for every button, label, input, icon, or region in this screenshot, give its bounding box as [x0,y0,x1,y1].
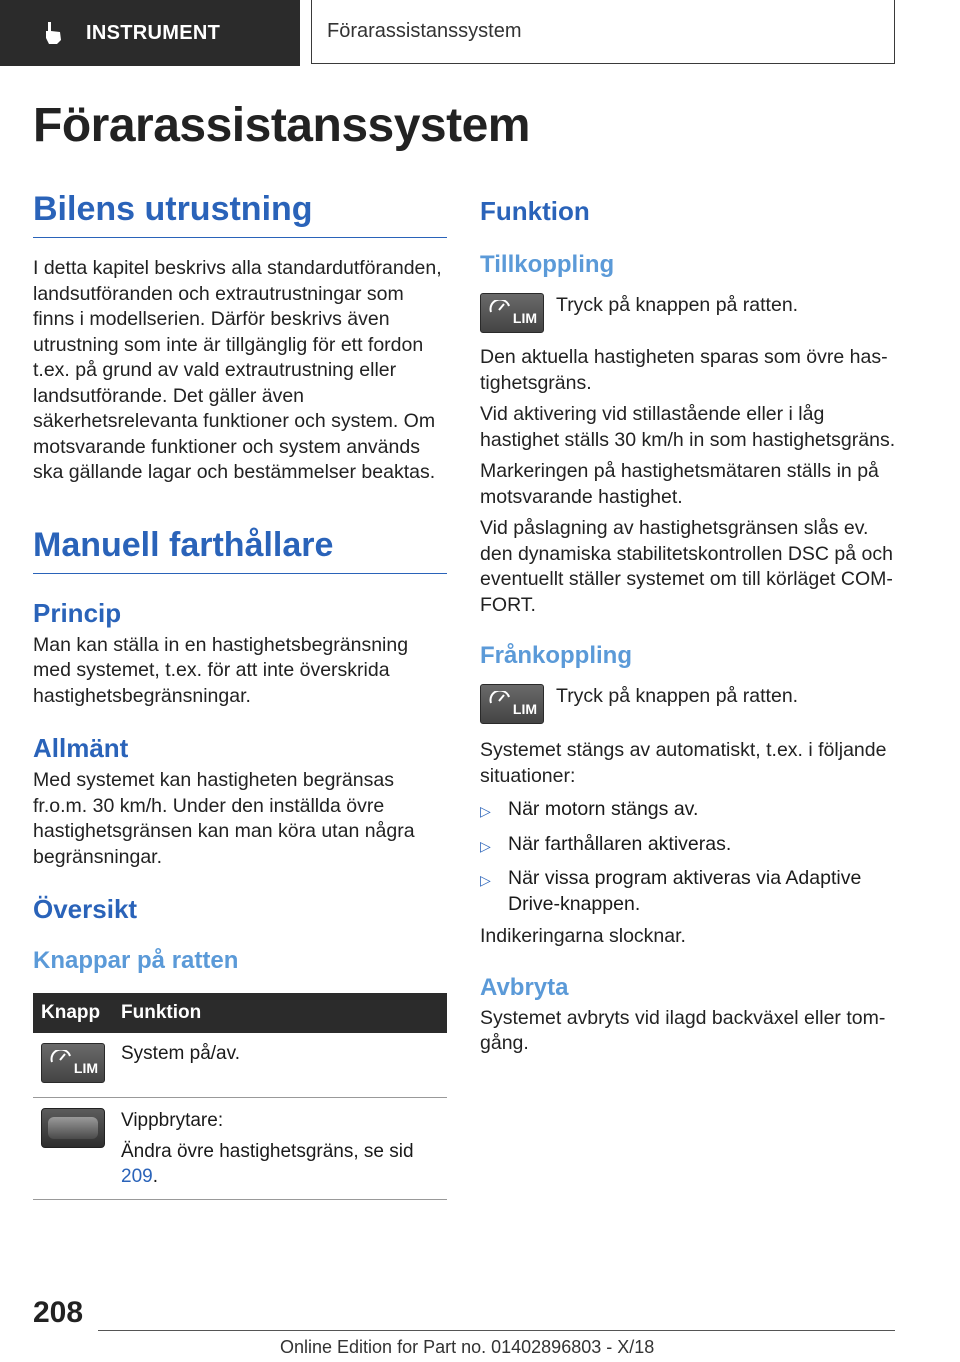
heading-funktion: Funktion [480,196,590,226]
header-chapter-tab [311,0,895,64]
princip-text: Man kan ställa in en hastighetsbegränsning med systemet, t.ex. för att inte överskrida hastighetsbegränsningar. [33,633,409,707]
triangle-bullet-icon: ▷ [480,803,491,819]
page-title: Förarassistanssystem [33,99,530,152]
triangle-bullet-icon: ▷ [480,872,491,888]
list-item: ▷ När vissa program aktiveras via Adaptive Drive-knappen. [480,866,896,917]
para-2: Vid aktivering vid stillastående eller i låg hastighet ställs 30 km/h in som hastighetsgräns. [480,403,896,451]
footer-divider [98,1330,895,1331]
para-7: Systemet avbryts vid ilagd backväxel eller tomgång. [480,1006,886,1054]
situations-list [480,797,896,917]
frankoppling-instruction [480,684,896,724]
triangle-bullet-icon: ▷ [480,837,491,854]
edition-note: Online Edition for Part no. 01402896803 - X/18 [280,1337,655,1357]
heading-frankoppling: Frånkoppling [480,642,632,669]
page-link-209[interactable]: 209 [121,1166,153,1187]
heading-knappar-pa-ratten: Knappar på ratten [33,947,239,974]
lim-button-icon: LIM [41,1043,105,1083]
heading-manuell-farthallare: Manuell farthållare [33,526,447,574]
list-item: ▷ När farthållaren aktiveras. [480,832,896,860]
buttons-table [33,993,447,1200]
col-header-funktion: Funktion [113,993,447,1033]
list-item: ▷ När motorn stängs av. [480,797,896,825]
right-column [480,196,896,1057]
heading-princip: Princip [33,597,122,628]
tillkoppling-text: Tryck på knappen på ratten. [556,294,799,316]
allmant-text: Med systemet kan hastigheten begränsas fr.o.m. 30 km/h. Under den inställda övre hastighetsgränsen kan man köra utan några begränsningar. [33,769,415,868]
col-header-knapp: Knapp [33,993,113,1033]
heading-avbryta: Avbryta [480,973,569,1001]
para-5: Systemet stängs av automatiskt, t.ex. i följande situationer: [480,739,887,787]
section-label: INSTRUMENT [86,21,221,44]
rocker-switch-icon [41,1108,105,1148]
heading-tillkoppling: Tillkoppling [480,251,615,278]
heading-oversikt: Översikt [33,894,138,924]
header-section-tab [0,0,300,66]
row2-function: Vippbrytare: Ändra övre hastighetsgräns, se sid 209. [113,1098,447,1200]
para-6: Indikeringarna slocknar. [480,925,686,947]
para-3: Markeringen på hastighetsmätaren ställs in på motsvarande hastighet. [480,460,879,508]
heading-bilens-utrustning: Bilens utrustning [33,190,447,238]
left-column [33,190,447,1200]
chapter-label: Förarassistanssystem [327,20,522,42]
lim-button-icon: LIM [480,293,544,333]
frankoppling-text: Tryck på knappen på ratten. [556,685,799,707]
lim-button-icon: LIM [480,684,544,724]
bilens-text: I detta kapitel beskrivs alla standardutföranden, landsutföranden och extrautrustningar som finns i modellserien. Därför beskrivs även utrustning som inte är tillgänglig för ett fordon t.ex. på grund av vald extrautrustning eller landsutförande. Det gäller även säkerhetsrelevanta funktioner och system. Om motsvarande funktioner och system används ska gällande lagar och bestämmelser beaktas. [33,257,442,483]
hand-pointer-icon [40,20,66,46]
row1-function: System på/av. [113,1033,447,1098]
para-1: Den aktuella hastigheten sparas som övre hastighetsgräns. [480,346,888,394]
table-row [33,1033,447,1098]
heading-allmant: Allmänt [33,733,129,763]
table-row [33,1098,447,1200]
page-number: 208 [33,1296,84,1329]
para-4: Vid påslagning av hastighetsgränsen slås ev. den dynamiska stabilitetskontrollen DSC på och eventuellt ställer systemet om till körläget COMFORT. [480,517,893,616]
tillkoppling-instruction [480,293,896,333]
